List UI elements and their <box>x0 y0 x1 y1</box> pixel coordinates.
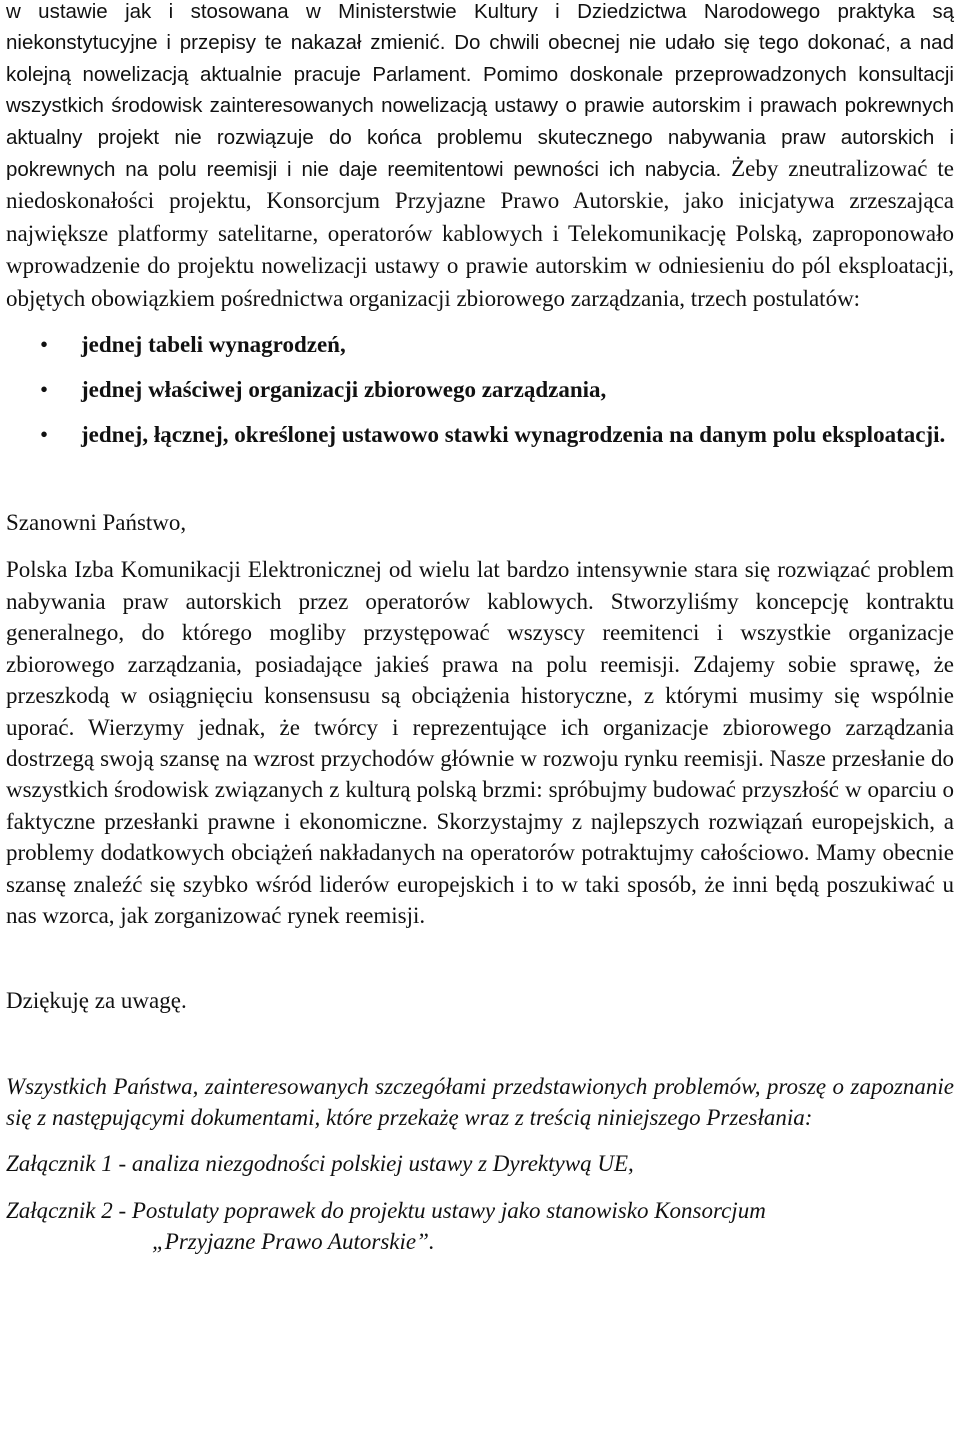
documents-invitation: Wszystkich Państwa, zainteresowanych szczegółami przedstawionych problemów, proszę o zapoznanie się z następującymi dokumentami, które przekażę wraz z treścią niniejszego Przesłania: <box>6 1073 954 1131</box>
postulates-list <box>6 329 954 450</box>
attachment-2-line-2: „Przyjazne Prawo Autorskie”. <box>152 1229 435 1255</box>
attachment-1: Załącznik 1 - analiza niezgodności polskiej ustawy z Dyrektywą UE, <box>6 1150 634 1176</box>
closing-thanks: Dziękuję za uwagę. <box>6 988 187 1014</box>
bullet-icon: • <box>40 422 49 448</box>
bullet-icon: • <box>40 332 49 358</box>
list-item-text: jednej właściwej organizacji zbiorowego zarządzania, <box>81 377 607 403</box>
list-item-text: jednej, łącznej, określonej ustawowo stawki wynagrodzenia na danym polu eksploatacji. <box>81 422 946 448</box>
attachment-2 <box>6 1195 954 1258</box>
list-item <box>6 374 954 405</box>
bullet-icon: • <box>40 377 49 403</box>
salutation: Szanowni Państwo, <box>6 510 187 536</box>
intro-text: w ustawie jak i stosowana w Ministerstwie Kultury i Dziedzictwa Narodowego praktyka są niekonstytucyjne i przepisy te nakazał zmienić. Do chwili obecnej nie udało się tego dokonać, a nad kolejną nowelizacją aktualnie pracuje Parlament. Pomimo doskonale przeprowadzonych konsultacji wszystkich środowisk zainteresowanych nowelizacją ustawy o prawie autorskim i prawach pokrewnych aktualny projekt nie rozwiązuje do końca problemu skutecznego nabywania praw autorskich i pokrewnych na polu reemisji i nie daje reemitentowi pewności ich nabycia. <box>6 0 954 182</box>
list-item <box>6 329 954 360</box>
proposal-text: Żeby zneutralizować te niedoskonałości projektu, Konsorcjum Przyjazne Prawo Autorskie, jako inicjatywa zrzeszająca największe platformy satelitarne, operatorów kablowych i Telekomunikację Polską, zaproponowało wprowadzenie do projektu nowelizacji ustawy o prawie autorskim w odniesieniu do pól eksploatacji, objętych obowiązkiem pośrednictwa organizacji zbiorowego zarządzania, trzech postulatów: <box>6 156 954 311</box>
body-paragraph: Polska Izba Komunikacji Elektronicznej od wielu lat bardzo intensywnie stara się rozwiązać problem nabywania praw autorskich przez operatorów kablowych. Stworzyliśmy koncepcję kontraktu generalnego, do którego mogliby przystępować wszyscy reemitenci i wszystkie organizacje zbiorowego zarządzania, posiadające jakieś prawa na polu reemisji. Zdajemy sobie sprawę, że przeszkodą w osiągnięciu konsensusu są obciążenia historyczne, z którymi musimy się wspólnie uporać. Wierzymy jednak, że twórcy i reprezentujące ich organizacje zbiorowego zarządzania dostrzegą swoją szansę na wzrost przychodów głównie w rozwoju rynku reemisji. Nasze przesłanie do wszystkich środowisk związanych z kulturą polską brzmi: spróbujmy budować przyszłość w oparciu o faktyczne przesłanki prawne i ekonomiczne. Skorzystajmy z najlepszych rozwiązań europejskich, a problemy dodatkowych obciążeń nakładanych na operatorów potraktujmy całościowo. Mamy obecnie szansę znaleźć się szybko wśród liderów europejskich i to w taki sposób, że inni będą poszukiwać u nas wzorca, jak zorganizować rynek reemisji. <box>6 557 954 928</box>
list-item <box>6 419 954 450</box>
intro-paragraph <box>6 0 954 315</box>
attachment-2-line-1: Załącznik 2 - Postulaty poprawek do projektu ustawy jako stanowisko Konsorcjum <box>6 1197 766 1223</box>
list-item-text: jednej tabeli wynagrodzeń, <box>81 332 346 358</box>
